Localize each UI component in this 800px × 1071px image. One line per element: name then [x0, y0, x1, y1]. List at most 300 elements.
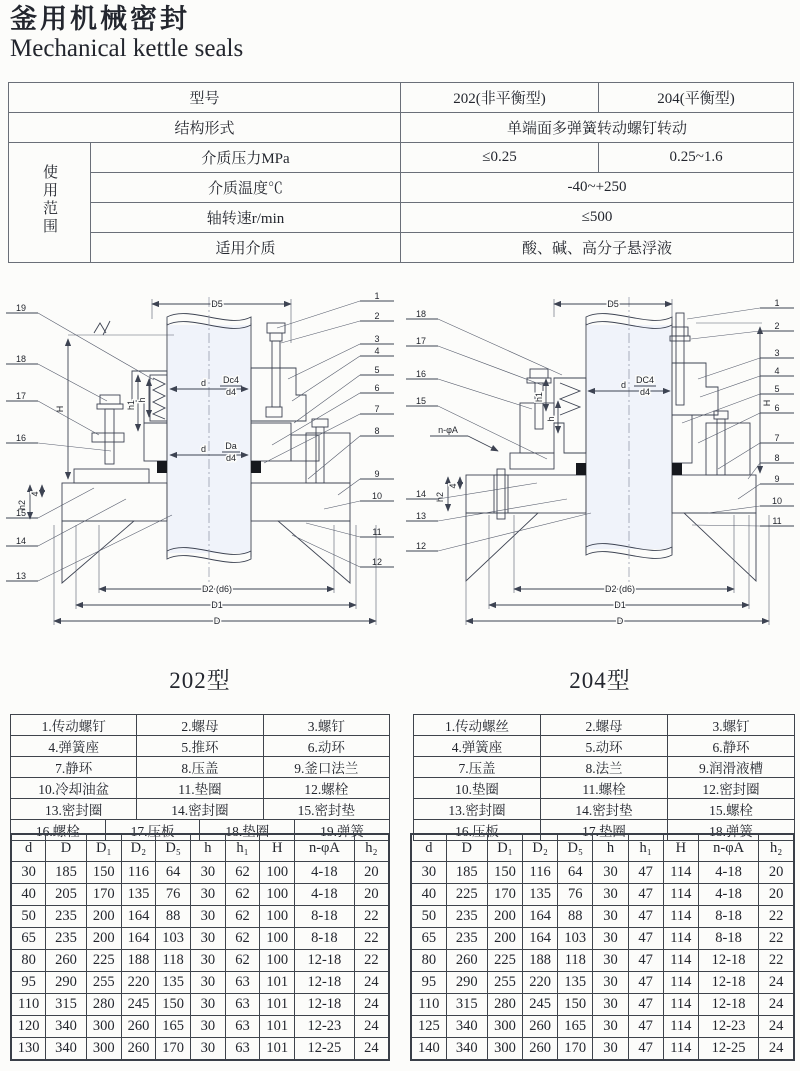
- spec-row-pressure: [9, 143, 794, 173]
- table-row: [411, 884, 794, 906]
- table-cell: 22: [354, 950, 389, 972]
- table-cell: 101: [260, 994, 295, 1016]
- column-header: h₁: [628, 834, 663, 862]
- table-cell: 110: [11, 994, 46, 1016]
- svg-text:d: d: [200, 444, 206, 454]
- table-cell: 1.传动螺丝: [414, 715, 541, 736]
- seal-diagram-202: [4, 283, 396, 643]
- table-cell: 22: [759, 906, 794, 928]
- table-cell: 164: [523, 928, 558, 950]
- table-cell: 4-18: [295, 862, 355, 884]
- table-cell: 164: [523, 906, 558, 928]
- table-cell: 118: [156, 950, 191, 972]
- table-cell: 100: [260, 906, 295, 928]
- callout-11: [692, 516, 794, 526]
- table-cell: 63: [225, 1016, 260, 1038]
- spec-temp-label: 介质温度℃: [91, 173, 401, 203]
- table-row: [11, 715, 390, 736]
- table-cell: 114: [663, 906, 698, 928]
- table-cell: 62: [225, 884, 260, 906]
- table-cell: 47: [628, 884, 663, 906]
- shaft: [167, 297, 251, 583]
- drive-bolt: [670, 313, 690, 405]
- table-cell: 30: [593, 972, 628, 994]
- column-header: D₂: [523, 834, 558, 862]
- table-cell: 30: [593, 950, 628, 972]
- table-cell: 135: [558, 972, 593, 994]
- callout-number: 14: [15, 536, 27, 546]
- table-cell: 260: [446, 950, 487, 972]
- table-cell: 22: [354, 906, 389, 928]
- table-cell: 245: [523, 994, 558, 1016]
- diagram-204-wrap: [400, 283, 800, 643]
- table-cell: 3.螺钉: [263, 715, 389, 736]
- table-cell: 116: [121, 862, 156, 884]
- table-cell: 8-18: [698, 928, 758, 950]
- table-cell: 63: [225, 972, 260, 994]
- table-cell: 235: [46, 906, 87, 928]
- table-cell: 7.压盖: [414, 757, 541, 778]
- table-cell: 10.冷却油盆: [11, 778, 137, 799]
- table-header-row: [11, 834, 389, 862]
- table-cell: 8-18: [698, 906, 758, 928]
- diagram-202-wrap: [0, 283, 400, 643]
- column-header: D₅: [558, 834, 593, 862]
- svg-text:4: 4: [448, 483, 458, 489]
- spec-media-value: 酸、碱、高分子悬浮液: [401, 233, 794, 263]
- table-cell: 260: [121, 1038, 156, 1061]
- table-cell: 103: [558, 928, 593, 950]
- callout-number: 10: [371, 491, 383, 501]
- spec-scope-label: [9, 143, 91, 263]
- table-cell: 80: [411, 950, 446, 972]
- spec-row-speed: [9, 203, 794, 233]
- table-cell: 30: [191, 972, 226, 994]
- spec-model-label: 型号: [9, 83, 401, 113]
- table-row: [414, 757, 795, 778]
- callout-15: [406, 396, 547, 459]
- table-cell: 40: [411, 884, 446, 906]
- callout-number: 19: [15, 303, 27, 313]
- table-cell: 22: [354, 928, 389, 950]
- callout-number: 2: [774, 321, 780, 331]
- svg-text:4: 4: [30, 491, 40, 497]
- table-row: [411, 972, 794, 994]
- table-cell: 62: [225, 906, 260, 928]
- table-cell: 6.动环: [263, 736, 389, 757]
- table-cell: 114: [663, 862, 698, 884]
- table-cell: 12-18: [698, 972, 758, 994]
- table-cell: 114: [663, 950, 698, 972]
- callout-13: [406, 499, 567, 521]
- table-cell: 64: [558, 862, 593, 884]
- table-cell: 47: [628, 1038, 663, 1061]
- table-cell: 11.垫圈: [137, 778, 263, 799]
- table-cell: 100: [260, 928, 295, 950]
- table-cell: 101: [260, 1016, 295, 1038]
- spec-table: [8, 82, 794, 263]
- spec-speed-label: 轴转速r/min: [91, 203, 401, 233]
- table-cell: 16.螺栓: [11, 820, 106, 841]
- svg-text:D: D: [213, 616, 221, 626]
- table-cell: 18.垫圈: [200, 820, 295, 841]
- table-cell: 30: [191, 928, 226, 950]
- column-header: D₁: [487, 834, 522, 862]
- table-row: [11, 972, 389, 994]
- table-cell: 340: [446, 1016, 487, 1038]
- table-cell: 47: [628, 1016, 663, 1038]
- table-cell: 22: [759, 928, 794, 950]
- callout-9: [338, 469, 394, 495]
- callout-2: [691, 321, 794, 339]
- column-header: h₁: [225, 834, 260, 862]
- table-cell: 47: [628, 994, 663, 1016]
- table-cell: 100: [260, 884, 295, 906]
- callout-number: 6: [774, 403, 780, 413]
- callout-number: 3: [374, 334, 380, 344]
- callout-number: 12: [371, 557, 383, 567]
- table-row: [411, 906, 794, 928]
- callout-number: 1: [774, 298, 780, 308]
- table-cell: 47: [628, 928, 663, 950]
- table-cell: 19.弹簧: [295, 820, 390, 841]
- table-cell: 18.弹簧: [668, 820, 795, 841]
- table-cell: 76: [156, 884, 191, 906]
- page-title-en: Mechanical kettle seals: [10, 35, 244, 63]
- table-cell: 64: [156, 862, 191, 884]
- spec-structure-value: 单端面多弹簧转动螺钉转动: [401, 113, 794, 143]
- table-row: [411, 994, 794, 1016]
- table-cell: 300: [86, 1038, 121, 1061]
- table-cell: 13.密封圈: [414, 799, 541, 820]
- table-cell: 135: [121, 884, 156, 906]
- table-cell: 235: [446, 906, 487, 928]
- table-cell: 11.螺栓: [541, 778, 668, 799]
- svg-text:D1: D1: [211, 600, 223, 610]
- table-cell: 12.密封圈: [668, 778, 795, 799]
- callout-number: 8: [774, 453, 780, 463]
- table-cell: 280: [86, 994, 121, 1016]
- table-cell: 8.法兰: [541, 757, 668, 778]
- table-cell: 235: [46, 928, 87, 950]
- svg-text:h1: h1: [126, 399, 136, 411]
- table-cell: 120: [11, 1016, 46, 1038]
- table-cell: 100: [260, 862, 295, 884]
- svg-text:H: H: [55, 405, 65, 413]
- table-cell: 4-18: [295, 884, 355, 906]
- heading-202: 202型: [169, 668, 231, 693]
- svg-text:d4: d4: [225, 453, 237, 463]
- table-cell: 300: [86, 1016, 121, 1038]
- callout-17: [406, 336, 542, 385]
- table-cell: 280: [487, 994, 522, 1016]
- svg-text:h2: h2: [17, 499, 27, 511]
- table-cell: 62: [225, 928, 260, 950]
- table-cell: 260: [121, 1016, 156, 1038]
- table-cell: 10.垫圈: [414, 778, 541, 799]
- table-cell: 101: [260, 972, 295, 994]
- callout-number: 18: [15, 354, 27, 364]
- table-row: [11, 1016, 389, 1038]
- dimension-H: [55, 335, 174, 479]
- spec-model-202: 202(非平衡型): [401, 83, 599, 113]
- table-row: [414, 799, 795, 820]
- table-row: [414, 715, 795, 736]
- callout-number: 16: [15, 433, 27, 443]
- table-cell: 30: [191, 950, 226, 972]
- callout-13: [6, 515, 172, 581]
- svg-text:d4: d4: [225, 387, 237, 397]
- table-cell: 17.压板: [105, 820, 200, 841]
- table-cell: 255: [487, 972, 522, 994]
- table-row: [11, 928, 389, 950]
- column-header: H: [663, 834, 698, 862]
- svg-text:d4: d4: [639, 387, 651, 397]
- svg-text:D5: D5: [211, 299, 223, 309]
- table-cell: 140: [411, 1038, 446, 1061]
- table-cell: 260: [46, 950, 87, 972]
- callout-9: [738, 474, 794, 499]
- column-header: D₂: [121, 834, 156, 862]
- svg-text:Dc4: Dc4: [222, 375, 240, 385]
- table-row: [411, 1038, 794, 1061]
- table-cell: 170: [558, 1038, 593, 1061]
- table-cell: 30: [593, 862, 628, 884]
- table-cell: 114: [663, 994, 698, 1016]
- table-cell: 118: [558, 950, 593, 972]
- svg-text:h: h: [137, 397, 147, 403]
- table-cell: 47: [628, 906, 663, 928]
- table-row: [11, 994, 389, 1016]
- spec-speed-value: ≤500: [401, 203, 794, 233]
- callout-number: 13: [415, 511, 427, 521]
- dimension-d5: [554, 299, 672, 319]
- dimension-table-204: [410, 833, 795, 1061]
- table-cell: 76: [558, 884, 593, 906]
- table-cell: 65: [11, 928, 46, 950]
- table-cell: 1.传动螺钉: [11, 715, 137, 736]
- column-header: d: [11, 834, 46, 862]
- table-cell: 9.釜口法兰: [263, 757, 389, 778]
- shaft: [586, 297, 672, 583]
- table-cell: 188: [523, 950, 558, 972]
- spec-row-structure: [9, 113, 794, 143]
- table-cell: 220: [121, 972, 156, 994]
- callout-number: 8: [374, 426, 380, 436]
- column-header: n-φA: [698, 834, 758, 862]
- svg-text:h2: h2: [435, 491, 445, 503]
- table-cell: 65: [411, 928, 446, 950]
- table-cell: 30: [191, 884, 226, 906]
- callout-7: [718, 433, 794, 469]
- callout-4: [700, 366, 794, 397]
- table-cell: 8-18: [295, 928, 355, 950]
- table-cell: 12-18: [698, 950, 758, 972]
- callout-number: 6: [374, 383, 380, 393]
- callout-14: [406, 483, 537, 499]
- callout-number: 9: [774, 474, 780, 484]
- table-cell: 20: [354, 884, 389, 906]
- table-cell: 62: [225, 950, 260, 972]
- table-row: [11, 778, 390, 799]
- table-cell: 200: [86, 928, 121, 950]
- table-cell: 5.推环: [137, 736, 263, 757]
- table-cell: 9.润滑液槽: [668, 757, 795, 778]
- parts-list-204: [413, 714, 795, 841]
- table-cell: 20: [759, 862, 794, 884]
- svg-text:D: D: [616, 616, 624, 626]
- table-row: [414, 736, 795, 757]
- table-cell: 4-18: [698, 862, 758, 884]
- table-cell: 22: [759, 950, 794, 972]
- table-cell: 188: [121, 950, 156, 972]
- table-cell: 150: [487, 862, 522, 884]
- spec-temp-value: -40~+250: [401, 173, 794, 203]
- table-cell: 30: [411, 862, 446, 884]
- callout-number: 4: [374, 346, 380, 356]
- column-header: D₅: [156, 834, 191, 862]
- table-cell: 235: [446, 928, 487, 950]
- table-cell: 80: [11, 950, 46, 972]
- table-cell: 300: [487, 1038, 522, 1061]
- callout-3: [698, 348, 794, 379]
- table-cell: 114: [663, 1016, 698, 1038]
- table-cell: 200: [487, 928, 522, 950]
- diagrams-row: [0, 283, 800, 643]
- table-cell: 12-23: [295, 1016, 355, 1038]
- table-row: [11, 799, 390, 820]
- table-cell: 20: [759, 884, 794, 906]
- svg-text:n-φA: n-φA: [438, 425, 458, 435]
- callout-number: 2: [374, 311, 380, 321]
- table-cell: 88: [156, 906, 191, 928]
- table-header-row: [411, 834, 794, 862]
- table-cell: 200: [86, 906, 121, 928]
- table-cell: 24: [354, 1038, 389, 1061]
- table-cell: 15.密封垫: [263, 799, 389, 820]
- table-cell: 24: [354, 1016, 389, 1038]
- table-cell: 12-18: [295, 950, 355, 972]
- table-row: [411, 1016, 794, 1038]
- table-cell: 300: [487, 1016, 522, 1038]
- table-cell: 114: [663, 928, 698, 950]
- callout-10: [708, 496, 794, 513]
- table-cell: 114: [663, 884, 698, 906]
- table-cell: 340: [46, 1038, 87, 1061]
- column-header: h₂: [759, 834, 794, 862]
- callout-number: 15: [15, 508, 27, 518]
- table-cell: 164: [121, 928, 156, 950]
- callout-18: [406, 309, 562, 375]
- svg-text:h: h: [546, 416, 556, 422]
- table-cell: 24: [759, 1038, 794, 1061]
- table-row: [11, 906, 389, 928]
- spec-pressure-label: 介质压力MPa: [91, 143, 401, 173]
- table-cell: 47: [628, 972, 663, 994]
- table-cell: 30: [191, 1016, 226, 1038]
- spec-pressure-202: ≤0.25: [401, 143, 599, 173]
- spec-scope-text: 使用范围: [41, 164, 57, 236]
- callout-1: [277, 291, 394, 328]
- spec-structure-label: 结构形式: [9, 113, 401, 143]
- table-cell: 47: [628, 862, 663, 884]
- spec-pressure-204: 0.25~1.6: [599, 143, 794, 173]
- table-cell: 12-23: [698, 1016, 758, 1038]
- column-header: h: [191, 834, 226, 862]
- drive-bolt: [266, 323, 285, 417]
- table-cell: 4-18: [698, 884, 758, 906]
- table-cell: 245: [121, 994, 156, 1016]
- callout-1: [687, 298, 794, 319]
- table-cell: 340: [446, 1038, 487, 1061]
- column-header: H: [260, 834, 295, 862]
- svg-text:D1: D1: [614, 600, 626, 610]
- callout-number: 11: [772, 516, 782, 526]
- table-cell: 114: [663, 1038, 698, 1061]
- table-cell: 260: [523, 1016, 558, 1038]
- table-cell: 185: [446, 862, 487, 884]
- heading-204: 204型: [569, 668, 631, 693]
- callout-number: 3: [774, 348, 780, 358]
- table-cell: 30: [191, 1038, 226, 1061]
- table-cell: 6.静环: [668, 736, 795, 757]
- table-cell: 63: [225, 994, 260, 1016]
- table-row: [11, 950, 389, 972]
- table-cell: 225: [487, 950, 522, 972]
- parts-list-202: [10, 714, 390, 841]
- callout-number: 17: [15, 391, 27, 401]
- table-cell: 135: [156, 972, 191, 994]
- table-row: [414, 778, 795, 799]
- table-cell: 95: [411, 972, 446, 994]
- callout-12: [292, 535, 394, 567]
- table-cell: 13.密封圈: [11, 799, 137, 820]
- table-cell: 20: [354, 862, 389, 884]
- column-header: d: [411, 834, 446, 862]
- table-cell: 164: [121, 906, 156, 928]
- table-row: [411, 950, 794, 972]
- table-row: [411, 928, 794, 950]
- table-cell: 3.螺钉: [668, 715, 795, 736]
- table-cell: 165: [156, 1016, 191, 1038]
- table-cell: 30: [191, 906, 226, 928]
- table-cell: 16.压板: [414, 820, 541, 841]
- callout-number: 11: [372, 527, 382, 537]
- table-cell: 47: [628, 950, 663, 972]
- page-header: [10, 4, 243, 63]
- table-cell: 30: [191, 994, 226, 1016]
- callout-number: 7: [374, 404, 380, 414]
- svg-text:D5: D5: [607, 299, 619, 309]
- table-cell: 200: [487, 906, 522, 928]
- table-cell: 103: [156, 928, 191, 950]
- table-cell: 225: [86, 950, 121, 972]
- callout-17: [6, 391, 99, 435]
- table-cell: 14.密封圈: [137, 799, 263, 820]
- table-cell: 12-25: [698, 1038, 758, 1061]
- table-cell: 150: [558, 994, 593, 1016]
- callout-number: 17: [415, 336, 427, 346]
- table-cell: 125: [411, 1016, 446, 1038]
- table-cell: 170: [487, 884, 522, 906]
- dimension-H: [696, 323, 772, 473]
- table-cell: 170: [156, 1038, 191, 1061]
- table-cell: 220: [523, 972, 558, 994]
- roughness-mark: [94, 321, 110, 335]
- table-cell: 290: [46, 972, 87, 994]
- spec-model-204: 204(平衡型): [599, 83, 794, 113]
- callout-number: 9: [374, 469, 380, 479]
